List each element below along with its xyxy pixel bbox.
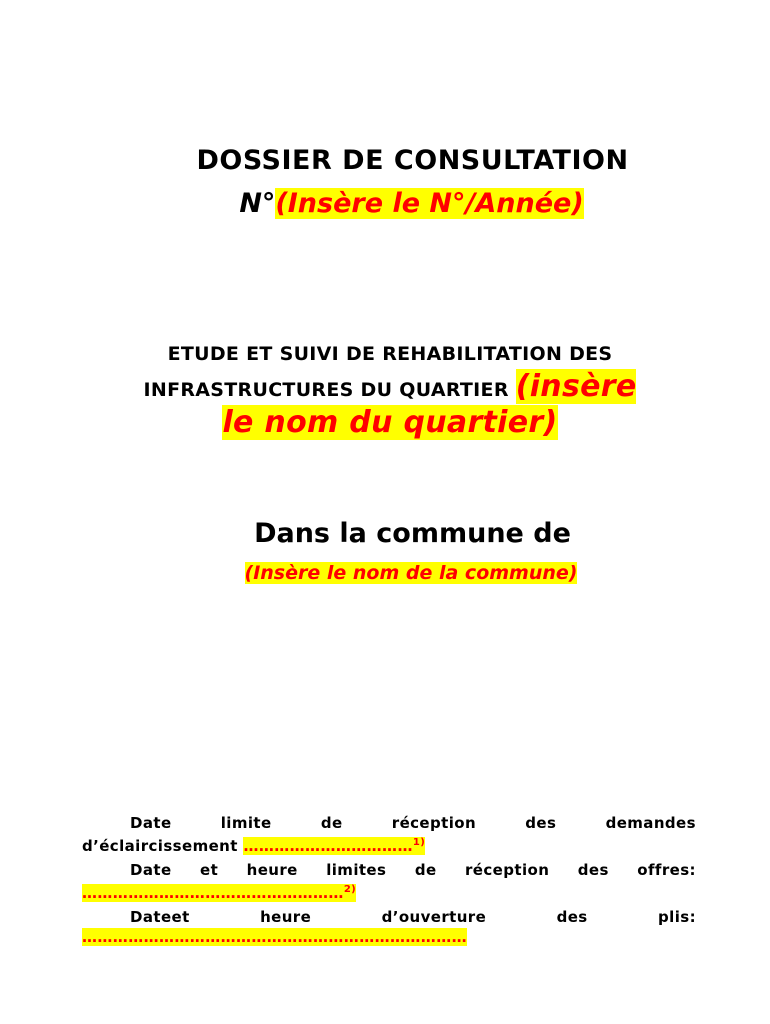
word: réception: [465, 861, 550, 879]
dates-section: [82, 813, 696, 947]
opening-dots: …………………………………………………………………: [82, 928, 467, 946]
study-line-3: [100, 406, 680, 442]
word: et: [200, 861, 219, 879]
document-title: DOSSIER DE CONSULTATION: [196, 145, 629, 176]
clarification-dots: ……………………………$^{1)}$: [243, 837, 426, 855]
commune-placeholder: (Insère le nom de la commune): [244, 562, 578, 584]
word: heure: [246, 861, 298, 879]
study-line-2: [100, 370, 680, 406]
word: des: [525, 814, 557, 832]
clarification-line-2: [82, 833, 696, 856]
quarter-placeholder-2: le nom du quartier): [222, 405, 558, 440]
commune-name: [0, 562, 770, 584]
offers-words: [82, 860, 696, 880]
quarter-placeholder-1: (insère: [515, 369, 637, 404]
word: limite: [220, 814, 272, 832]
word: limites: [326, 861, 387, 879]
clarification-tail: d’éclaircissement: [82, 837, 238, 855]
word: Dateet: [130, 908, 190, 926]
footnote-1: 1): [412, 837, 426, 848]
word: Date: [130, 861, 172, 879]
offers-line-2: [82, 880, 696, 903]
word: de: [414, 861, 437, 879]
opening-words: [82, 907, 696, 927]
study-line-1: ETUDE ET SUIVI DE REHABILITATION DES: [167, 343, 613, 365]
word: réception: [391, 814, 477, 832]
word: de: [320, 814, 343, 832]
offers-dots: ……………………………………………$^{2)}$: [82, 884, 357, 902]
opening-date: [82, 907, 696, 947]
study-heading: [100, 338, 680, 442]
footnote-2: 2): [343, 884, 357, 895]
opening-line-2: [82, 927, 696, 947]
offers-deadline: [82, 860, 696, 903]
consultation-number: [0, 188, 770, 219]
clarification-words: [82, 813, 696, 833]
clarification-deadline: [82, 813, 696, 856]
word: Date: [130, 814, 172, 832]
word: des: [556, 908, 588, 926]
word: plis:: [658, 908, 696, 926]
number-prefix: N°: [239, 188, 276, 219]
number-placeholder: (Insère le N°/Année): [275, 188, 584, 219]
commune-label: Dans la commune de: [254, 518, 571, 549]
word: demandes: [605, 814, 696, 832]
word: d’ouverture: [381, 908, 487, 926]
study-line-2-text: INFRASTRUCTURES DU QUARTIER: [143, 379, 509, 401]
word: heure: [260, 908, 312, 926]
word: des: [577, 861, 609, 879]
word: offres:: [637, 861, 696, 879]
